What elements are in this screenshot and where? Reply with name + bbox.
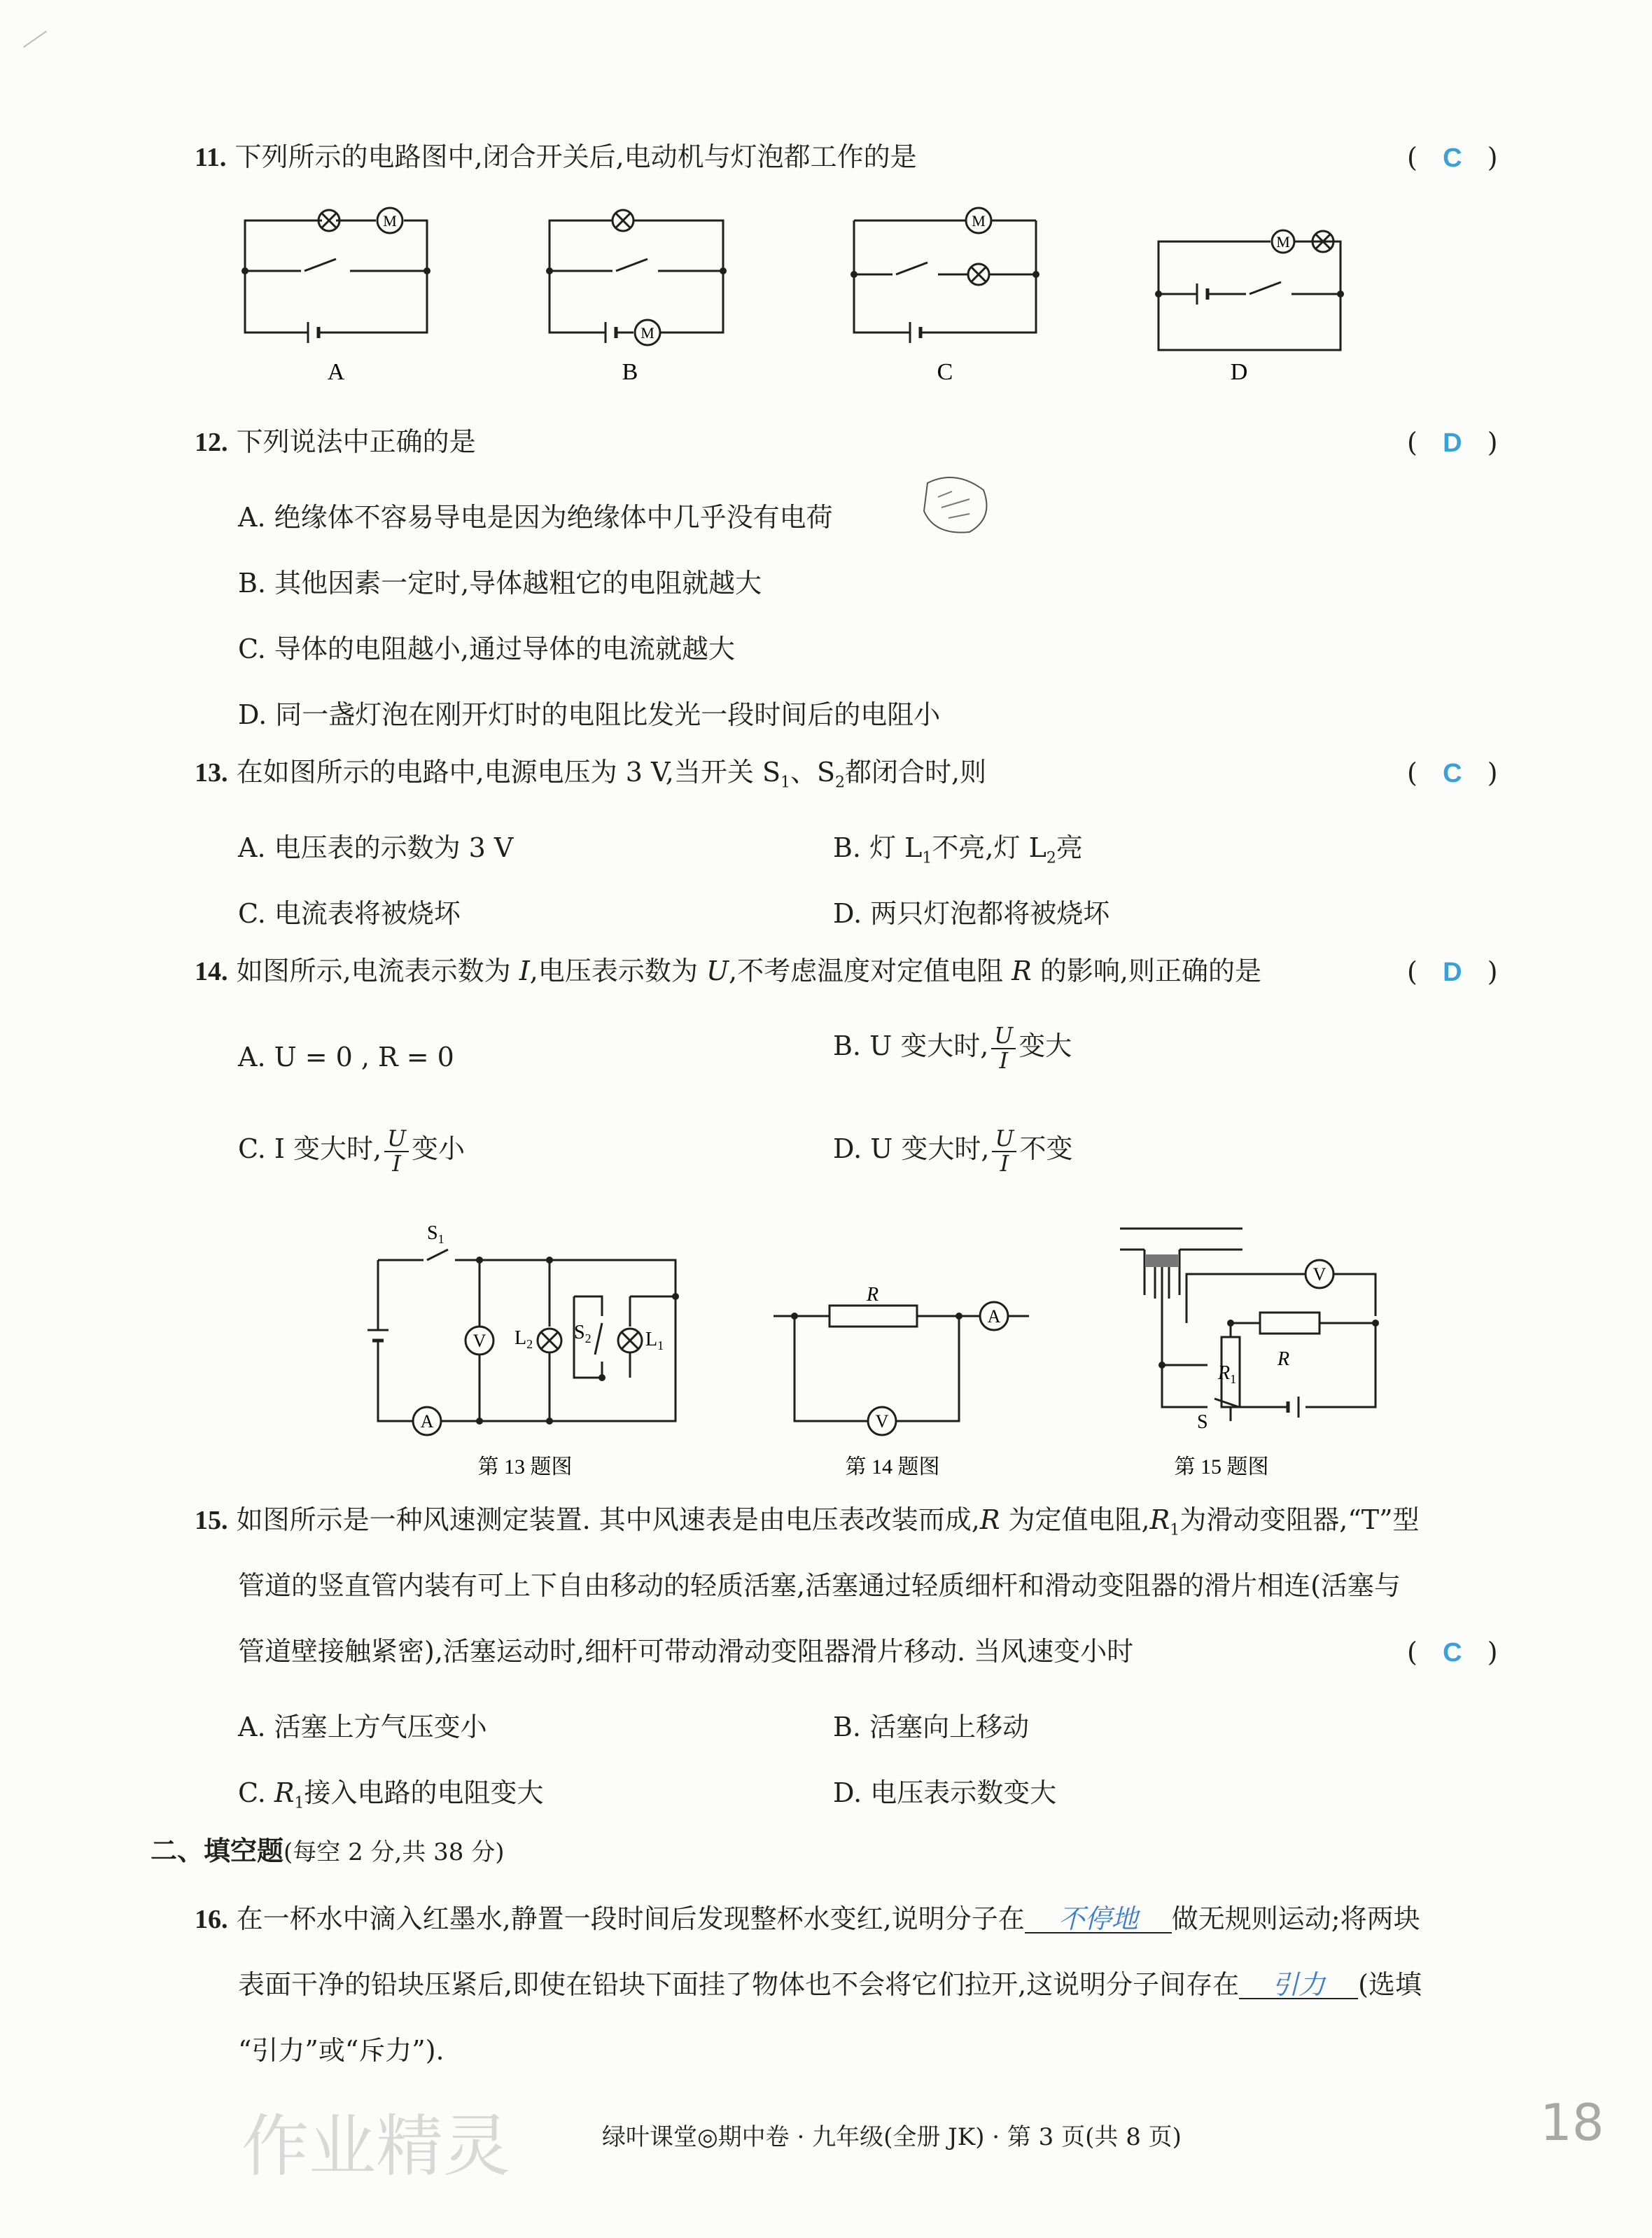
- option-text: B. U 变大时,: [833, 1030, 989, 1062]
- switch-s-label: S: [1197, 1411, 1208, 1433]
- watermark: 作业精灵: [241, 2107, 510, 2185]
- fraction-u-over-i: [992, 1127, 1016, 1175]
- question-text: 下列所示的电路图中,闭合开关后,电动机与灯泡都工作的是: [234, 141, 917, 172]
- q13-answer-box: ( C ): [1407, 757, 1498, 788]
- answer-mark: C: [1443, 759, 1462, 788]
- section-note: (每空 2 分,共 38 分): [284, 1838, 505, 1866]
- subscript: 1: [1230, 1372, 1237, 1386]
- page-number: 18: [1540, 2093, 1604, 2152]
- subscript: 1: [1170, 1521, 1180, 1539]
- option-label-d: D: [1230, 359, 1248, 385]
- q15-line-2: 管道的竖直管内装有可上下自由移动的轻质活塞,活塞通过轻质细杆和滑动变阻器的滑片相连(活塞与: [238, 1570, 1401, 1601]
- question-text: 为滑动变阻器,“T”型: [1180, 1504, 1420, 1535]
- q15-line-1: [195, 1506, 1420, 1539]
- q14-option-b: [833, 1024, 1072, 1072]
- q12-stem: [195, 428, 476, 456]
- rheostat-r1-label: [1217, 1362, 1236, 1386]
- fraction-denominator: I: [392, 1149, 401, 1177]
- q13-option-c: C. 电流表将被烧坏: [238, 898, 461, 929]
- section-2-heading: [150, 1835, 505, 1866]
- question-number: 13.: [195, 758, 228, 788]
- q14-answer-box: ( D ): [1407, 956, 1498, 987]
- motor-label: M: [972, 212, 986, 230]
- subscript: 1: [780, 774, 790, 792]
- q16-line-2: [238, 1971, 1422, 1999]
- q13-option-b: [833, 826, 1083, 867]
- motor-label: M: [1276, 233, 1290, 251]
- q12-answer-box: ( D ): [1407, 427, 1498, 458]
- question-text: 如图所示是一种风速测定装置. 其中风速表是由电压表改装而成,: [236, 1504, 980, 1535]
- q12-option-a: A. 绝缘体不容易导电是因为绝缘体中几乎没有电荷: [238, 502, 833, 533]
- resistor-r-label: R: [867, 1284, 879, 1306]
- option-text: 变大: [1018, 1030, 1072, 1062]
- q11-answer-box: ( C ): [1407, 142, 1498, 173]
- answer-blank-2[interactable]: 引力: [1239, 1971, 1358, 1999]
- q13-option-a: A. 电压表的示数为 3 V: [238, 832, 514, 863]
- motor-label: M: [640, 324, 654, 342]
- figure-14-caption: 第 14 题图: [845, 1455, 940, 1478]
- figures-13-14-15: [364, 1218, 1414, 1484]
- option-text: 不变: [1019, 1133, 1073, 1165]
- option-text: C. I 变大时,: [238, 1133, 382, 1165]
- question-number: 15.: [195, 1506, 228, 1535]
- ammeter-label: A: [987, 1306, 1001, 1327]
- option-label-a: A: [327, 359, 345, 385]
- q14-stem: [195, 958, 1261, 985]
- question-number: 14.: [195, 957, 228, 986]
- circuit-a: [245, 208, 427, 343]
- q12-option-b: B. 其他因素一定时,导体越粗它的电阻就越大: [238, 568, 762, 599]
- answer-mark: D: [1443, 428, 1462, 458]
- resistor-r-label: R: [1278, 1348, 1290, 1370]
- question-number: 16.: [195, 1905, 228, 1934]
- q15-option-a: A. 活塞上方气压变小: [238, 1712, 487, 1742]
- lamp-letter: L: [645, 1329, 658, 1350]
- q14-option-a: A. U = 0 , R = 0: [238, 1042, 454, 1072]
- option-text: B. 灯 L: [833, 832, 923, 863]
- question-text: 表面干净的铅块压紧后,即使在铅块下面挂了物体也不会将它们拉开,这说明分子间存在: [238, 1969, 1240, 2000]
- option-text: D. U 变大时,: [833, 1133, 990, 1165]
- q14-option-c: [238, 1127, 465, 1175]
- corner-mark: [23, 31, 47, 48]
- switch-letter: S: [427, 1222, 438, 1244]
- question-number: 11.: [195, 143, 227, 172]
- q15-answer-box: ( C ): [1407, 1637, 1498, 1667]
- question-text: 的影响,则正确的是: [1031, 956, 1261, 986]
- question-text: 在如图所示的电路中,电源电压为 3 V,当开关 S: [236, 757, 780, 788]
- motor-label: M: [383, 212, 397, 230]
- fraction-denominator: I: [1000, 1149, 1009, 1177]
- option-text: 接入电路的电阻变大: [304, 1777, 544, 1808]
- switch-s2-label: [574, 1322, 592, 1345]
- figure-13-caption: 第 13 题图: [477, 1455, 573, 1478]
- figure-15-device: [1120, 1229, 1376, 1421]
- circuit-d: [1158, 230, 1340, 350]
- subscript: 2: [835, 774, 846, 792]
- switch-letter: S: [574, 1322, 585, 1343]
- question-text: 做无规则运动;将两块: [1171, 1903, 1420, 1934]
- q11-stem: [195, 141, 917, 172]
- subscript: 1: [294, 1794, 304, 1812]
- q11-circuits: [231, 196, 1358, 392]
- answer-mark: C: [1443, 1638, 1462, 1667]
- question-text: 在一杯水中滴入红墨水,静置一段时间后发现整杯水变红,说明分子在: [236, 1903, 1025, 1934]
- var-u: U: [706, 956, 729, 986]
- subscript: 2: [1046, 849, 1056, 867]
- subscript: 1: [657, 1338, 664, 1352]
- q13-stem: [195, 759, 986, 791]
- subscript: 2: [526, 1337, 533, 1351]
- q15-option-d: D. 电压表示数变大: [833, 1777, 1057, 1808]
- var-r1: R: [274, 1777, 295, 1808]
- fraction-u-over-i: [384, 1127, 409, 1175]
- subscript: 2: [584, 1331, 592, 1345]
- q12-option-d: D. 同一盏灯泡在刚开灯时的电阻比发光一段时间后的电阻小: [238, 699, 941, 730]
- option-text: 不亮,灯 L: [932, 832, 1046, 863]
- var-r: R: [1011, 956, 1032, 986]
- question-text: ,电压表示数为: [529, 956, 706, 986]
- question-text: ,不考虑温度对定值电阻: [728, 956, 1012, 986]
- option-text: 变小: [412, 1133, 465, 1165]
- var-r1: R: [1149, 1504, 1170, 1535]
- q14-option-d: [833, 1127, 1072, 1175]
- q15-option-c: [238, 1771, 544, 1812]
- question-text: (选填: [1358, 1969, 1422, 2000]
- option-label-b: B: [622, 359, 638, 385]
- subscript: 1: [922, 849, 932, 867]
- switch-s1-label: [427, 1222, 444, 1246]
- question-text: 都闭合时,则: [845, 757, 987, 788]
- fraction-u-over-i: [991, 1024, 1016, 1072]
- question-number: 12.: [195, 428, 228, 457]
- question-text: 为定值电阻,: [1000, 1504, 1150, 1535]
- subscript: 1: [438, 1232, 444, 1246]
- fraction-numerator: U: [992, 1127, 1016, 1152]
- q13-option-d: D. 两只灯泡都将被烧坏: [833, 898, 1110, 929]
- question-text: 、S: [790, 757, 836, 788]
- section-title: 二、填空题: [150, 1835, 284, 1866]
- ammeter-label: A: [420, 1411, 434, 1432]
- var-i: I: [519, 956, 530, 986]
- q12-option-c: C. 导体的电阻越小,通过导体的电流就越大: [238, 634, 735, 664]
- fraction-denominator: I: [999, 1047, 1009, 1074]
- option-text: 亮: [1056, 832, 1083, 863]
- footer-text: 绿叶课堂◎期中卷 · 九年级(全册 JK) · 第 3 页(共 8 页): [602, 2123, 1182, 2151]
- fraction-numerator: U: [991, 1024, 1016, 1049]
- option-label-c: C: [937, 359, 953, 385]
- q15-option-b: B. 活塞向上移动: [833, 1712, 1030, 1742]
- answer-mark: D: [1443, 958, 1462, 987]
- fraction-numerator: U: [384, 1127, 409, 1152]
- q16-line-3: “引力”或“斥力”).: [238, 2035, 444, 2066]
- stamp-icon: [913, 469, 997, 539]
- answer-blank-1[interactable]: 不停地: [1025, 1905, 1172, 1933]
- question-text: 下列说法中正确的是: [236, 426, 476, 457]
- answer-mark: C: [1443, 144, 1462, 173]
- lamp-l2-label: [514, 1327, 533, 1351]
- circuit-c: [854, 208, 1036, 343]
- circuit-b: [550, 210, 723, 345]
- q15-line-3: 管道壁接触紧密),活塞运动时,细杆可带动滑动变阻器滑片移动. 当风速变小时: [238, 1636, 1134, 1667]
- voltmeter-label: V: [875, 1411, 889, 1432]
- lamp-l1-label: [645, 1329, 664, 1352]
- resistor-letter: R: [1218, 1362, 1231, 1384]
- var-r: R: [979, 1504, 1000, 1535]
- figure-15-caption: 第 15 题图: [1174, 1455, 1269, 1478]
- lamp-letter: L: [514, 1327, 527, 1349]
- voltmeter-label: V: [472, 1331, 486, 1351]
- q16-line-1: [195, 1905, 1420, 1933]
- option-text: C.: [238, 1777, 274, 1808]
- voltmeter-label: V: [1312, 1264, 1326, 1285]
- question-text: 如图所示,电流表示数为: [236, 956, 519, 986]
